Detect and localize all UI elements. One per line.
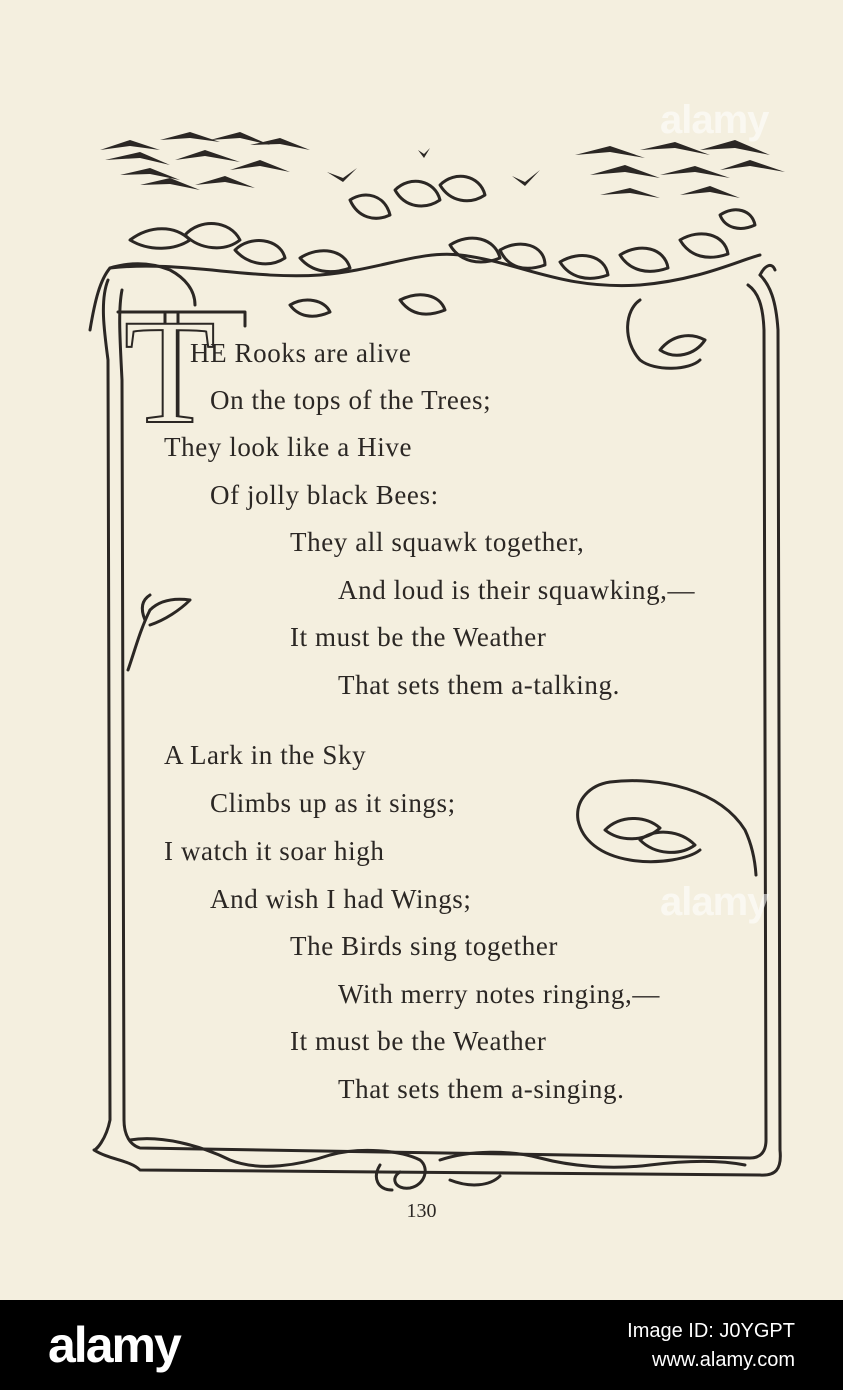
poem-line: They look like a Hive	[164, 432, 413, 462]
poem-line: They all squawk together,	[290, 527, 585, 557]
poem-line: That sets them a-singing.	[338, 1074, 625, 1104]
poem-line: And loud is their squawking,—	[338, 575, 696, 605]
poem-line: Climbs up as it sings;	[210, 788, 456, 818]
poem-line: With merry notes ringing,—	[338, 979, 660, 1009]
alamy-logo: alamy	[48, 1317, 180, 1373]
poem-line: HE Rooks are alive	[190, 338, 412, 368]
poem-line: That sets them a-talking.	[338, 670, 620, 700]
poem-line: Of jolly black Bees:	[210, 480, 439, 510]
site-url: www.alamy.com	[652, 1349, 795, 1371]
image-info	[627, 1320, 795, 1372]
poem-line: A Lark in the Sky	[164, 740, 367, 770]
poem-line: The Birds sing together	[290, 931, 559, 961]
stock-footer-bar	[0, 1300, 843, 1390]
drop-cap-letter: T	[124, 289, 216, 455]
page-number: 130	[406, 1200, 437, 1222]
poem-line: On the tops of the Trees;	[210, 385, 492, 415]
watermark: alamy	[660, 880, 769, 924]
poem-line: It must be the Weather	[290, 622, 547, 652]
poem-line: It must be the Weather	[290, 1026, 547, 1056]
watermark: alamy	[660, 98, 769, 142]
poem-line: I watch it soar high	[164, 836, 385, 866]
poem-line: And wish I had Wings;	[210, 884, 472, 914]
image-id: Image ID: J0YGPT	[627, 1320, 795, 1342]
